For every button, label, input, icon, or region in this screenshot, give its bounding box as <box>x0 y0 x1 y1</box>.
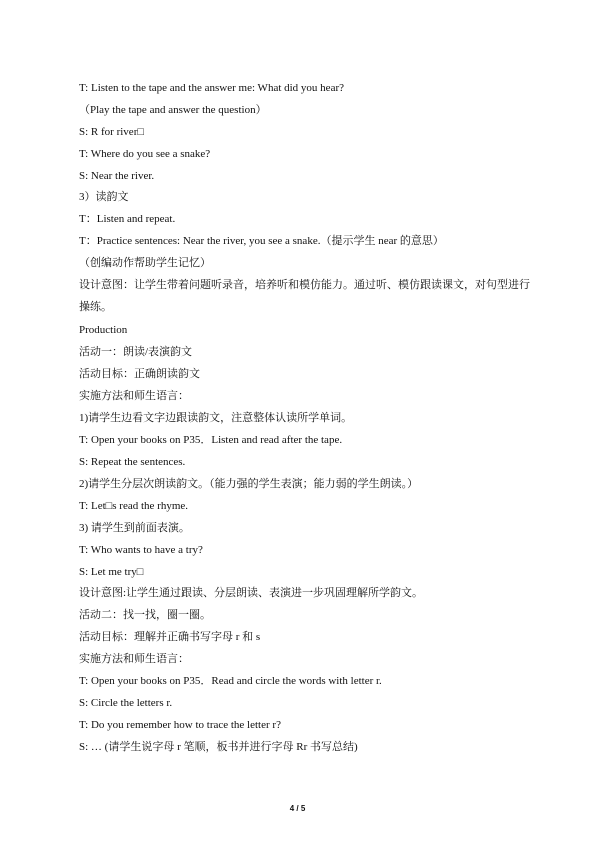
text-line: 活动二：找一找，圈一圈。 <box>79 609 211 621</box>
text-line: 活动目标：理解并正确书写字母 r 和 s <box>79 631 261 643</box>
text-line: T: Let□s read the rhyme. <box>79 500 189 512</box>
text-line: 活动目标：正确朗读韵文 <box>79 368 200 380</box>
text-line: T：Practice sentences: Near the river, you see a snake.（提示学生 near 的意思） <box>79 235 444 247</box>
text-line: 1)请学生边看文字边跟读韵文，注意整体认读所学单词。 <box>79 412 353 424</box>
text-line: T: Open your books on P35．Listen and read after the tape. <box>79 434 343 446</box>
text-line: T：Listen and repeat. <box>79 213 176 225</box>
text-line: T: Do you remember how to trace the letter r? <box>79 719 281 731</box>
text-line: T: Open your books on P35．Read and circle the words with letter r. <box>79 675 382 687</box>
section-heading: Production <box>79 324 128 336</box>
text-line: S: Repeat the sentences. <box>79 456 186 468</box>
paragraph: 设计意图：让学生带着问题听录音，培养听和模仿能力。通过听、模仿跟读课文，对句型进行操练。 <box>79 279 530 313</box>
text-line: T: Where do you see a snake? <box>79 148 211 160</box>
text-line: 设计意图:让学生通过跟读、分层朗读、表演进一步巩固理解所学韵文。 <box>79 587 424 599</box>
text-line: S: R for river□ <box>79 126 144 138</box>
text-line: 实施方法和师生语言： <box>79 653 189 665</box>
text-line: S: … (请学生说字母 r 笔顺，板书并进行字母 Rr 书写总结) <box>79 741 358 753</box>
text-line: T: Listen to the tape and the answer me: What did you hear? <box>79 82 344 94</box>
text-line: 3）读韵文 <box>79 191 129 203</box>
text-line: 活动一：朗读/表演韵文 <box>79 346 193 358</box>
text-line: 3) 请学生到前面表演。 <box>79 522 190 534</box>
text-line: S: Circle the letters r. <box>79 697 173 709</box>
text-line: S: Let me try□ <box>79 566 144 578</box>
page-number: 4 / 5 <box>289 804 306 813</box>
text-line: 2)请学生分层次朗读韵文。（能力强的学生表演；能力弱的学生朗读。） <box>79 478 419 490</box>
text-line: （创编动作帮助学生记忆） <box>79 257 211 269</box>
text-line: （Play the tape and answer the question） <box>79 104 267 116</box>
text-line: 实施方法和师生语言： <box>79 390 189 402</box>
text-line: S: Near the river. <box>79 170 155 182</box>
text-line: T: Who wants to have a try? <box>79 544 203 556</box>
